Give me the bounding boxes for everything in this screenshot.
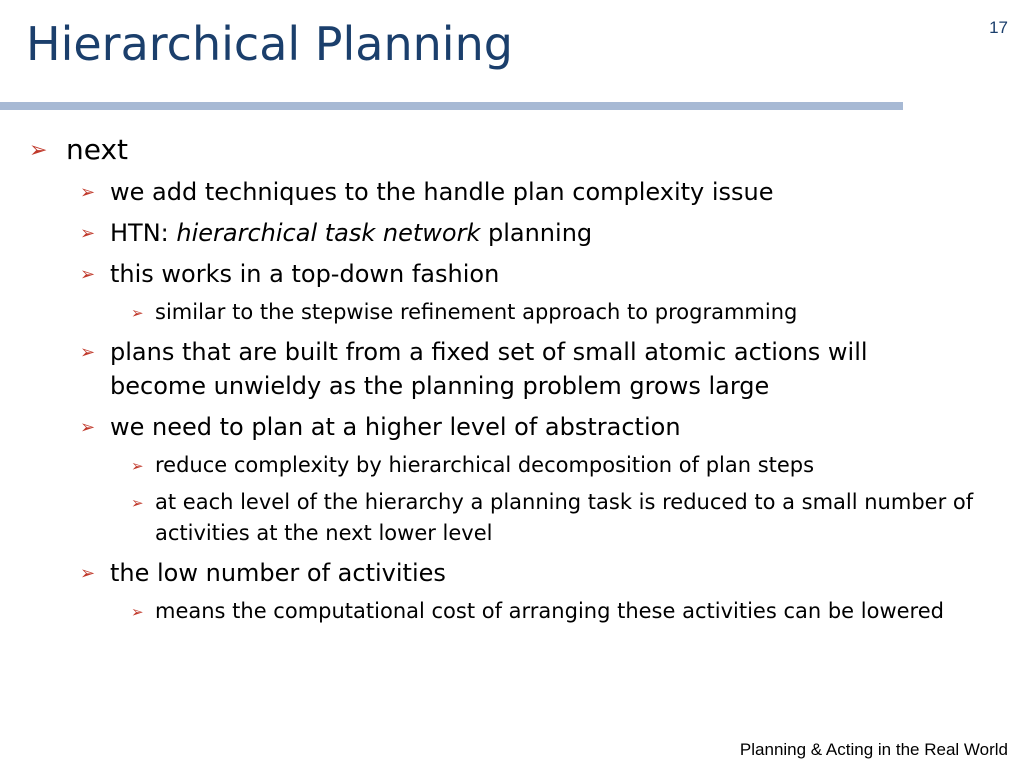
bullet-text: we add techniques to the handle plan complexity issue: [110, 178, 774, 207]
bullet-text-prefix: HTN:: [110, 219, 177, 248]
bullet-text: at each level of the hierarchy a planning task is reduced to a small number of activities at the next lower level: [155, 490, 974, 546]
arrow-bullet-icon: ➢: [80, 264, 96, 286]
bullet-level1: [0, 132, 1024, 168]
bullet-list: [0, 132, 1024, 627]
bullet-level2: [0, 216, 970, 250]
bullet-text: similar to the stepwise refinement approach to programming: [155, 300, 798, 325]
bullet-text-suffix: planning: [480, 219, 593, 248]
bullet-level3: [0, 297, 985, 328]
arrow-bullet-icon: ➢: [131, 603, 144, 622]
bullet-text: the low number of activities: [110, 559, 446, 588]
bullet-text: means the computational cost of arranging these activities can be lowered: [155, 599, 944, 624]
arrow-bullet-icon: ➢: [131, 494, 144, 513]
bullet-level3: [0, 596, 985, 627]
bullet-level2: [0, 335, 970, 403]
arrow-bullet-icon: ➢: [80, 342, 96, 364]
bullet-text: we need to plan at a higher level of abstraction: [110, 413, 681, 442]
bullet-text: next: [66, 133, 129, 166]
bullet-level3: [0, 450, 985, 481]
arrow-bullet-icon: ➢: [80, 182, 96, 204]
slide-title: Hierarchical Planning: [26, 17, 513, 71]
arrow-bullet-icon: ➢: [29, 138, 48, 163]
bullet-level2: [0, 410, 970, 444]
arrow-bullet-icon: ➢: [80, 417, 96, 439]
arrow-bullet-icon: ➢: [131, 304, 144, 323]
bullet-text: this works in a top-down fashion: [110, 260, 500, 289]
bullet-text: plans that are built from a fixed set of small atomic actions will become unwieldy as the planning problem grows large: [110, 338, 868, 401]
bullet-level2: [0, 257, 970, 291]
slide-number: 17: [989, 18, 1008, 37]
arrow-bullet-icon: ➢: [131, 457, 144, 476]
bullet-level2: [0, 175, 970, 209]
arrow-bullet-icon: ➢: [80, 563, 96, 585]
bullet-text-italic: hierarchical task network: [176, 219, 481, 248]
slide-footer: Planning & Acting in the Real World: [739, 740, 1008, 759]
title-underline-bar: [0, 102, 903, 110]
arrow-bullet-icon: ➢: [80, 223, 96, 245]
bullet-level3: [0, 487, 985, 549]
bullet-level2: [0, 556, 970, 590]
bullet-text: reduce complexity by hierarchical decomposition of plan steps: [155, 453, 815, 478]
